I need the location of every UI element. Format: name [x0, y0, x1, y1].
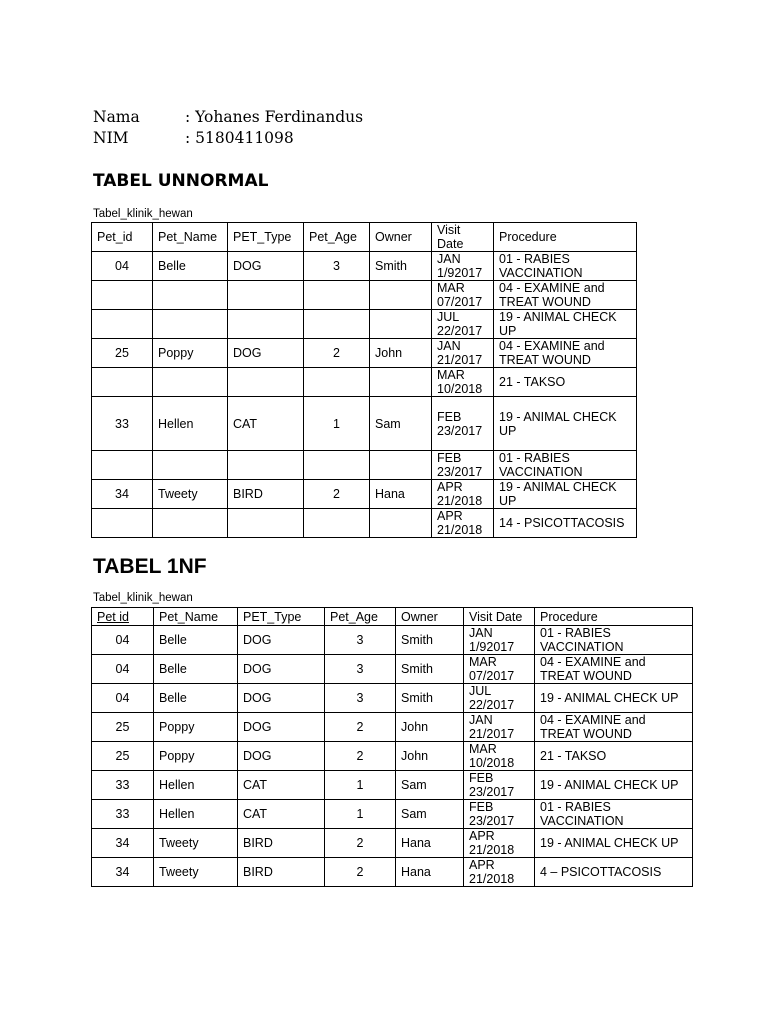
procedure-cell: 04 - EXAMINE and TREAT WOUND [494, 281, 637, 310]
column-header: Pet_Name [154, 608, 238, 626]
pet-type-cell: DOG [238, 713, 325, 742]
table-row [92, 368, 637, 397]
pet-type-cell: DOG [228, 339, 304, 368]
pet-name-cell: Belle [154, 684, 238, 713]
name-value: : Yohanes Ferdinandus [185, 108, 364, 126]
procedure-cell: 19 - ANIMAL CHECK UP [535, 684, 693, 713]
table-row [92, 480, 637, 509]
pet-id-cell: 34 [92, 829, 154, 858]
owner-cell: Sam [370, 397, 432, 451]
pet-name-cell [153, 281, 228, 310]
pet-id-cell: 34 [92, 480, 153, 509]
owner-cell [370, 451, 432, 480]
pet-type-cell: BIRD [238, 858, 325, 887]
pet-age-cell [304, 368, 370, 397]
nf1-heading: TABEL 1NF [93, 555, 207, 578]
table-row [92, 713, 693, 742]
pet-id-cell: 04 [92, 684, 154, 713]
nim-label: NIM [93, 129, 129, 147]
procedure-cell: 01 - RABIES VACCINATION [494, 451, 637, 480]
owner-cell [370, 509, 432, 538]
pet-name-cell [153, 509, 228, 538]
owner-cell: Hana [370, 480, 432, 509]
procedure-cell: 01 - RABIES VACCINATION [494, 252, 637, 281]
pet-age-cell: 3 [325, 626, 396, 655]
column-header: Pet_Name [153, 223, 228, 252]
pet-id-cell: 33 [92, 771, 154, 800]
column-header: Pet_id [92, 223, 153, 252]
pet-age-cell: 2 [325, 742, 396, 771]
table-row [92, 829, 693, 858]
column-header: Pet_Age [325, 608, 396, 626]
pet-age-cell [304, 451, 370, 480]
column-header: Procedure [535, 608, 693, 626]
visit-date-cell: FEB 23/2017 [464, 771, 535, 800]
table-row [92, 397, 637, 451]
visit-date-cell: FEB 23/2017 [464, 800, 535, 829]
pet-age-cell: 1 [325, 771, 396, 800]
table-row [92, 655, 693, 684]
procedure-cell: 21 - TAKSO [535, 742, 693, 771]
procedure-cell: 19 - ANIMAL CHECK UP [535, 771, 693, 800]
column-header: Pet id [92, 608, 154, 626]
owner-cell: Smith [396, 626, 464, 655]
visit-date-cell: JAN 1/92017 [464, 626, 535, 655]
pet-type-cell [228, 451, 304, 480]
visit-date-cell: FEB 23/2017 [432, 397, 494, 451]
pet-name-cell [153, 310, 228, 339]
pet-id-cell: 04 [92, 252, 153, 281]
owner-cell: Smith [370, 252, 432, 281]
table-row [92, 742, 693, 771]
nf1-table [91, 607, 693, 887]
unnormal-table [91, 222, 637, 538]
pet-name-cell: Hellen [154, 800, 238, 829]
owner-cell [370, 310, 432, 339]
nim-value: : 5180411098 [185, 129, 294, 147]
visit-date-cell: JAN 1/92017 [432, 252, 494, 281]
procedure-cell: 01 - RABIES VACCINATION [535, 626, 693, 655]
pet-age-cell: 2 [325, 829, 396, 858]
pet-type-cell: BIRD [238, 829, 325, 858]
column-header: Pet_Age [304, 223, 370, 252]
owner-cell: Smith [396, 684, 464, 713]
pet-age-cell: 2 [325, 713, 396, 742]
column-header: PET_Type [228, 223, 304, 252]
procedure-cell: 04 - EXAMINE and TREAT WOUND [535, 713, 693, 742]
unnormal-table-body [92, 252, 637, 538]
pet-age-cell: 2 [325, 858, 396, 887]
table-row [92, 509, 637, 538]
owner-cell: Hana [396, 858, 464, 887]
pet-name-cell: Hellen [154, 771, 238, 800]
pet-type-cell: CAT [238, 771, 325, 800]
pet-id-cell [92, 310, 153, 339]
unnormal-heading: TABEL UNNORMAL [93, 171, 269, 191]
pet-id-cell: 25 [92, 713, 154, 742]
pet-age-cell [304, 281, 370, 310]
column-header: Owner [370, 223, 432, 252]
name-label: Nama [93, 108, 140, 126]
owner-cell: Smith [396, 655, 464, 684]
pet-name-cell [153, 368, 228, 397]
pet-age-cell: 2 [304, 480, 370, 509]
column-header: Visit Date [464, 608, 535, 626]
procedure-cell: 04 - EXAMINE and TREAT WOUND [535, 655, 693, 684]
pet-name-cell: Belle [154, 626, 238, 655]
pet-age-cell: 3 [304, 252, 370, 281]
pet-name-cell: Hellen [153, 397, 228, 451]
procedure-cell: 19 - ANIMAL CHECK UP [535, 829, 693, 858]
student-info [93, 107, 363, 149]
pet-type-cell: DOG [238, 684, 325, 713]
column-header: Owner [396, 608, 464, 626]
table-row [92, 281, 637, 310]
visit-date-cell: JUL 22/2017 [464, 684, 535, 713]
owner-cell [370, 368, 432, 397]
nf1-table-caption: Tabel_klinik_hewan [93, 592, 193, 604]
table-row [92, 626, 693, 655]
pet-name-cell: Belle [153, 252, 228, 281]
pet-id-cell: 04 [92, 655, 154, 684]
pet-name-cell: Tweety [154, 858, 238, 887]
pet-type-cell: DOG [228, 252, 304, 281]
column-header: Procedure [494, 223, 637, 252]
visit-date-cell: JAN 21/2017 [432, 339, 494, 368]
pet-type-cell [228, 310, 304, 339]
pet-id-cell: 33 [92, 397, 153, 451]
owner-cell: John [370, 339, 432, 368]
table-row [92, 310, 637, 339]
visit-date-cell: APR 21/2018 [432, 480, 494, 509]
pet-age-cell: 1 [304, 397, 370, 451]
table-row [92, 339, 637, 368]
pet-name-cell [153, 451, 228, 480]
table-row [92, 684, 693, 713]
pet-type-cell: CAT [228, 397, 304, 451]
pet-type-cell [228, 281, 304, 310]
pet-id-cell: 33 [92, 800, 154, 829]
table-row [92, 771, 693, 800]
pet-type-cell: CAT [238, 800, 325, 829]
procedure-cell: 19 - ANIMAL CHECK UP [494, 397, 637, 451]
name-row [93, 107, 363, 128]
pet-age-cell [304, 310, 370, 339]
pet-name-cell: Poppy [154, 713, 238, 742]
owner-cell [370, 281, 432, 310]
pet-id-cell [92, 509, 153, 538]
visit-date-cell: MAR 10/2018 [464, 742, 535, 771]
pet-id-cell: 34 [92, 858, 154, 887]
pet-age-cell: 1 [325, 800, 396, 829]
procedure-cell: 14 - PSICOTTACOSIS [494, 509, 637, 538]
pet-id-cell [92, 281, 153, 310]
pet-name-cell: Tweety [154, 829, 238, 858]
pet-name-cell: Belle [154, 655, 238, 684]
visit-date-cell: APR 21/2018 [432, 509, 494, 538]
table-header-row [92, 608, 693, 626]
pet-age-cell: 2 [304, 339, 370, 368]
column-header: Visit Date [432, 223, 494, 252]
nf1-table-body [92, 626, 693, 887]
pet-age-cell: 3 [325, 684, 396, 713]
table-header-row [92, 223, 637, 252]
table-row [92, 252, 637, 281]
nim-row [93, 128, 363, 149]
visit-date-cell: APR 21/2018 [464, 829, 535, 858]
visit-date-cell: MAR 07/2017 [464, 655, 535, 684]
pet-type-cell [228, 509, 304, 538]
pet-type-cell [228, 368, 304, 397]
pet-id-cell [92, 451, 153, 480]
visit-date-cell: MAR 10/2018 [432, 368, 494, 397]
pet-id-cell: 04 [92, 626, 154, 655]
owner-cell: John [396, 742, 464, 771]
procedure-cell: 19 - ANIMAL CHECK UP [494, 310, 637, 339]
procedure-cell: 01 - RABIES VACCINATION [535, 800, 693, 829]
table-row [92, 800, 693, 829]
pet-name-cell: Tweety [153, 480, 228, 509]
visit-date-cell: APR 21/2018 [464, 858, 535, 887]
pet-age-cell: 3 [325, 655, 396, 684]
column-header: PET_Type [238, 608, 325, 626]
procedure-cell: 04 - EXAMINE and TREAT WOUND [494, 339, 637, 368]
visit-date-cell: FEB 23/2017 [432, 451, 494, 480]
owner-cell: Sam [396, 800, 464, 829]
visit-date-cell: JUL 22/2017 [432, 310, 494, 339]
procedure-cell: 4 – PSICOTTACOSIS [535, 858, 693, 887]
pet-age-cell [304, 509, 370, 538]
pet-name-cell: Poppy [154, 742, 238, 771]
owner-cell: John [396, 713, 464, 742]
pet-type-cell: DOG [238, 655, 325, 684]
pet-type-cell: DOG [238, 626, 325, 655]
table-row [92, 451, 637, 480]
visit-date-cell: MAR 07/2017 [432, 281, 494, 310]
owner-cell: Sam [396, 771, 464, 800]
visit-date-cell: JAN 21/2017 [464, 713, 535, 742]
pet-type-cell: BIRD [228, 480, 304, 509]
pet-id-cell [92, 368, 153, 397]
pet-id-cell: 25 [92, 742, 154, 771]
table-row [92, 858, 693, 887]
pet-type-cell: DOG [238, 742, 325, 771]
owner-cell: Hana [396, 829, 464, 858]
pet-name-cell: Poppy [153, 339, 228, 368]
procedure-cell: 19 - ANIMAL CHECK UP [494, 480, 637, 509]
unnormal-table-caption: Tabel_klinik_hewan [93, 208, 193, 220]
procedure-cell: 21 - TAKSO [494, 368, 637, 397]
pet-id-cell: 25 [92, 339, 153, 368]
